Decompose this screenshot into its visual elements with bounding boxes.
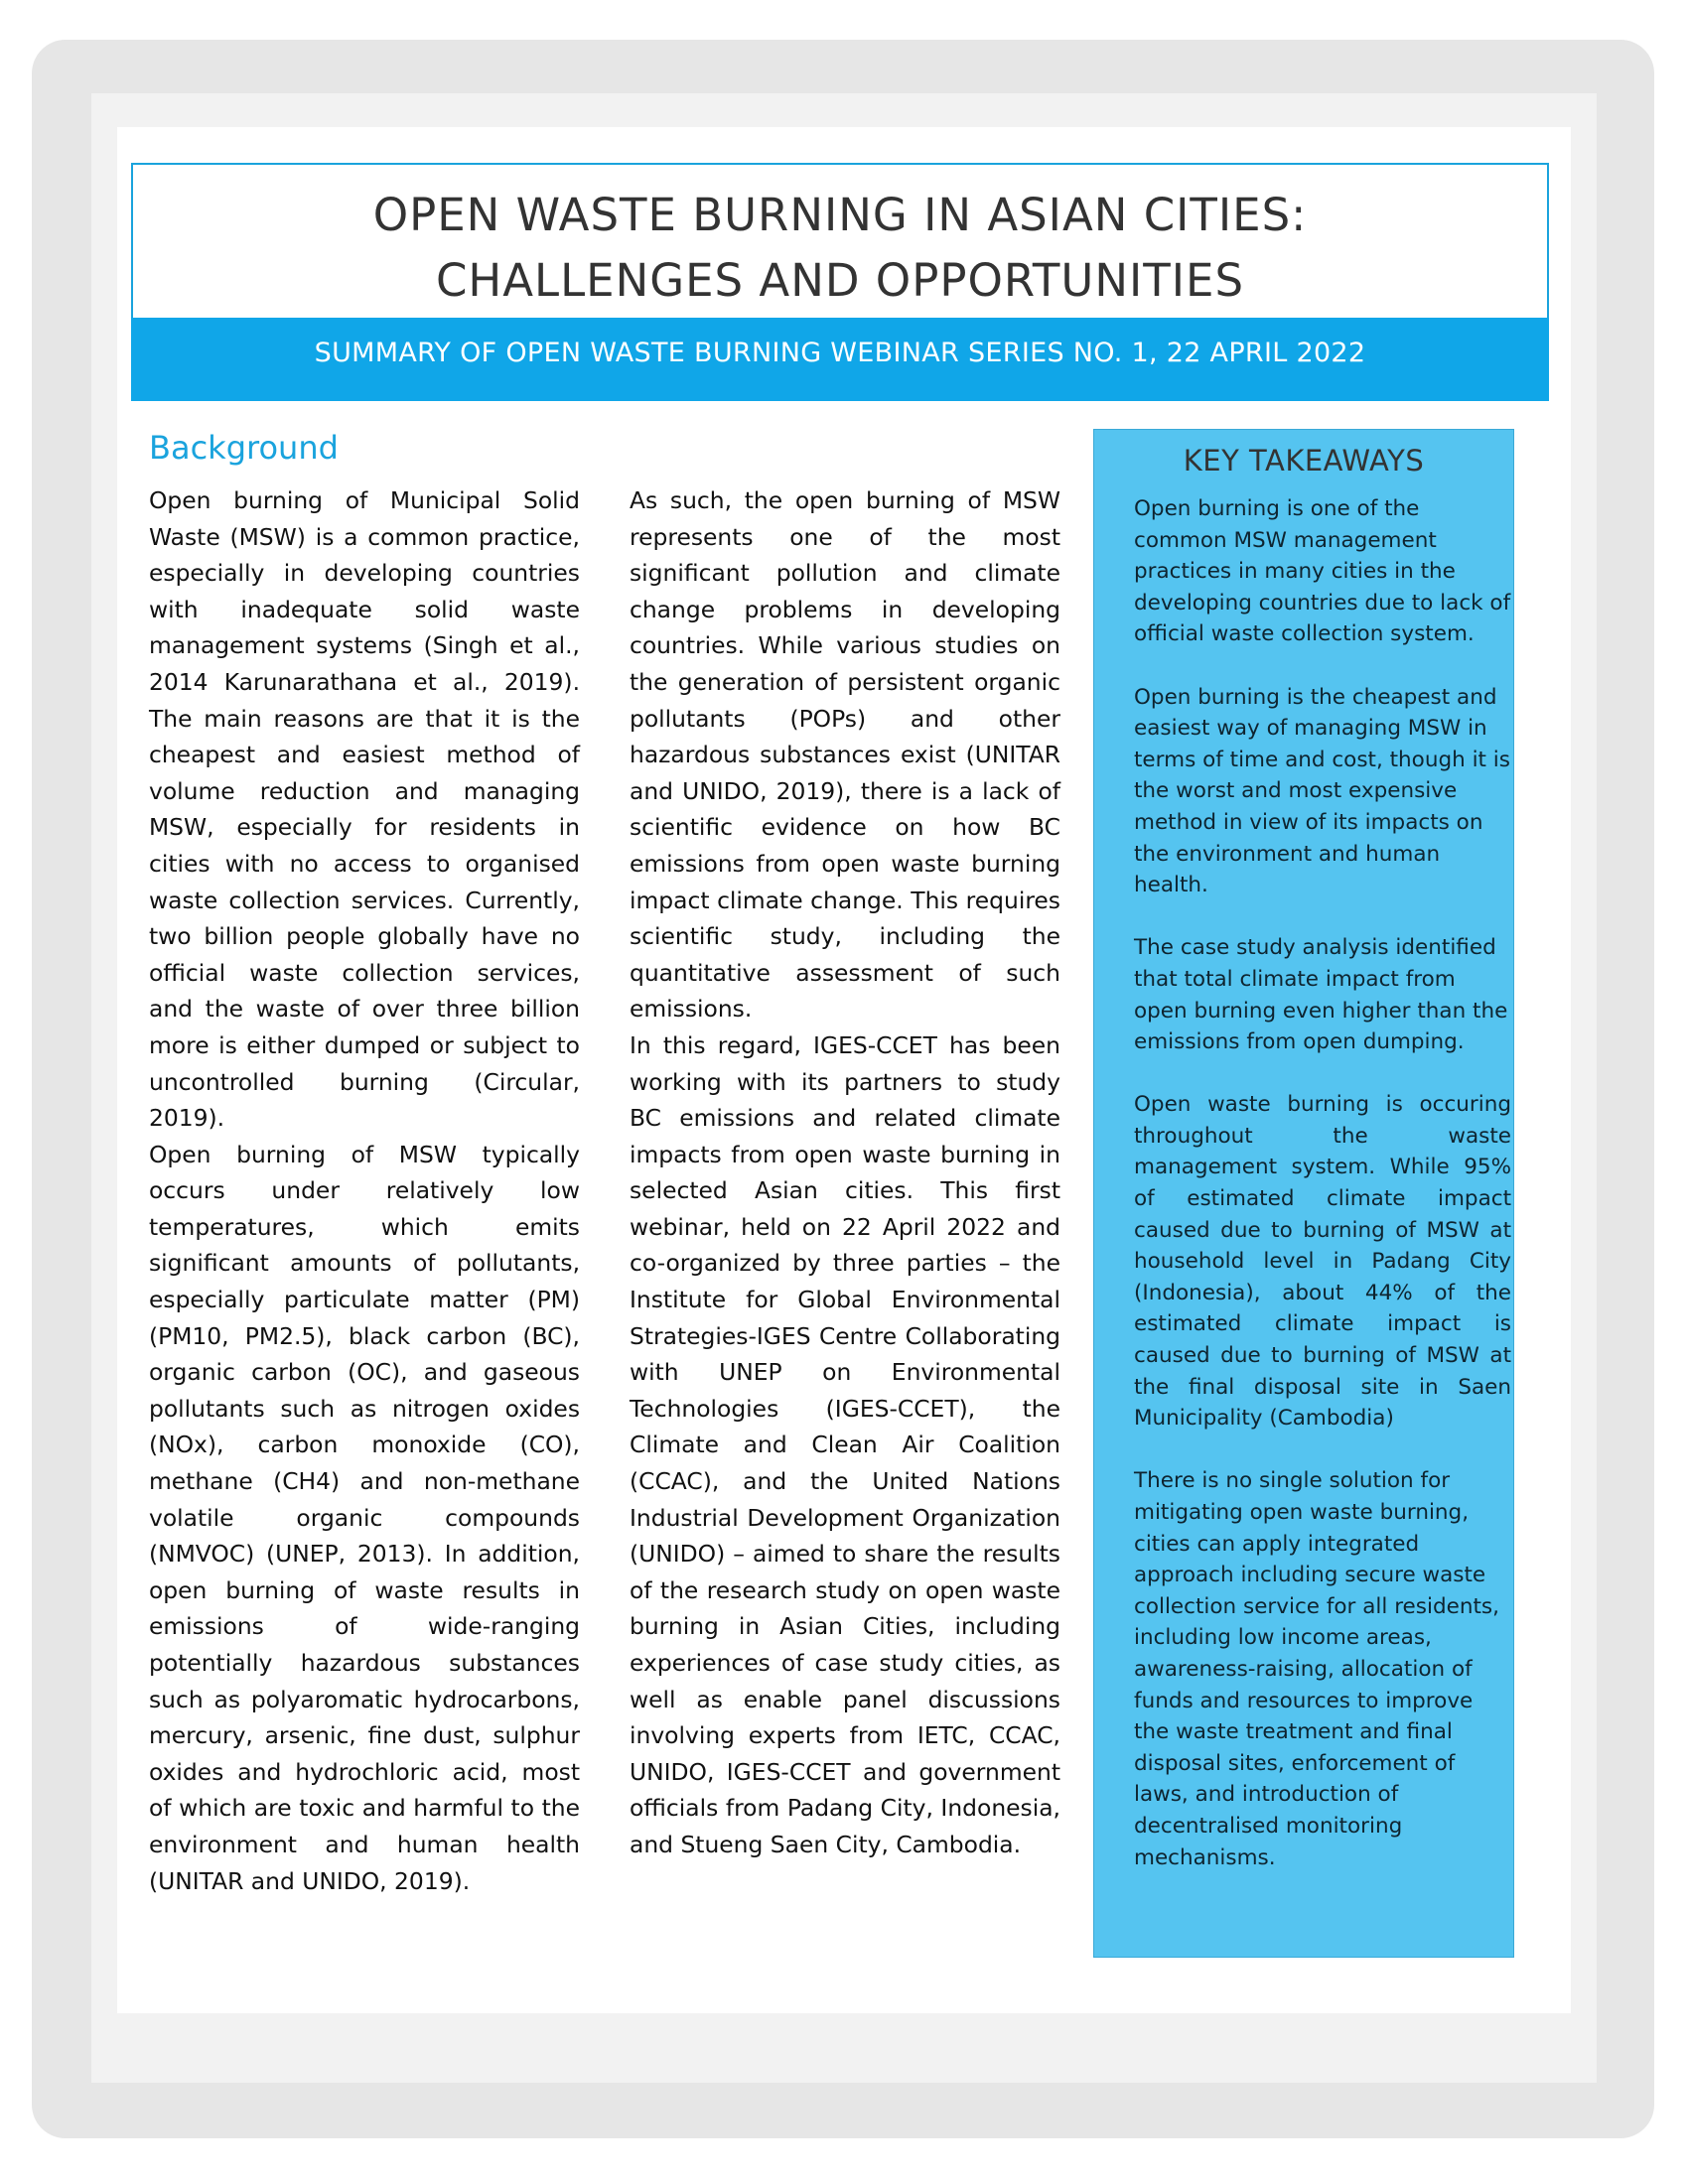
text-column-right (630, 482, 1060, 1863)
subtitle-banner (131, 318, 1549, 401)
takeaway-item: The case study analysis identified that total climate impact from open burning even higher than the emissions from open dumping. (1134, 935, 1508, 1055)
title-line-1: OPEN WASTE BURNING IN ASIAN CITIES: (372, 189, 1308, 241)
key-takeaways-box (1093, 429, 1514, 1958)
key-takeaways-list (1134, 493, 1511, 1905)
title-line-2: CHALLENGES AND OPPORTUNITIES (435, 254, 1245, 307)
takeaway-item: Open burning is one of the common MSW management practices in many cities in the developing countries due to lack of official waste collection system. (1134, 496, 1511, 647)
background-paragraph-2: Open burning of MSW typically occurs under relatively low temperatures, which emits significant amounts of pollutants, especially particulate matter (PM) (PM10, PM2.5), black carbon (BC), organic carbon (OC), and gaseous pollutants such as nitrogen oxides (NOx), carbon monoxide (CO), methane (CH4) and non-methane volatile organic compounds (NMVOC) (UNEP, 2013). In addition, open burning of waste results in emissions of wide-ranging potentially hazardous substances such as polyaromatic hydrocarbons, mercury, arsenic, fine dust, sulphur oxides and hydrochloric acid, most of which are toxic and harmful to the environment and human health (UNITAR and UNIDO, 2019). (149, 1140, 580, 1895)
background-paragraph-3: As such, the open burning of MSW represents one of the most significant pollution and climate change problems in developing countries. While various studies on the generation of persistent organic pollutants (POPs) and other hazardous substances exist (UNITAR and UNIDO, 2019), there is a lack of scientific evidence on how BC emissions from open waste burning impact climate change. This requires scientific study, including the quantitative assessment of such emissions. (630, 486, 1060, 1024)
title-box (131, 163, 1549, 318)
text-column-left (149, 482, 580, 1899)
document-title (133, 183, 1547, 314)
takeaway-item: There is no single solution for mitigating open waste burning, cities can apply integrated approach including secure waste collection service for all residents, including low income areas, awareness-raising, allocation of funds and resources to improve the waste treatment and final disposal sites, enforcement of laws, and introduction of decentralised monitoring mechanisms. (1134, 1468, 1499, 1870)
document-subtitle: SUMMARY OF OPEN WASTE BURNING WEBINAR SERIES NO. 1, 22 APRIL 2022 (314, 338, 1366, 368)
takeaway-item: Open burning is the cheapest and easiest way of managing MSW in terms of time and cost, though it is the worst and most expensive method in view of its impacts on the environment and human health. (1134, 684, 1510, 898)
key-takeaways-heading: KEY TAKEAWAYS (1183, 444, 1425, 478)
background-heading: Background (149, 429, 339, 467)
background-paragraph-4: In this regard, IGES-CCET has been working with its partners to study BC emissions and related climate impacts from open waste burning in selected Asian cities. This first webinar, held on 22 April 2022 and co-organized by three parties – the Institute for Global Environmental Strategies-IGES Centre Collaborating with UNEP on Environmental Technologies (IGES-CCET), the Climate and Clean Air Coalition (CCAC), and the United Nations Industrial Development Organization (UNIDO) – aimed to share the results of the research study on open waste burning in Asian Cities, including experiences of case study cities, as well as enable panel discussions involving experts from IETC, CCAC, UNIDO, IGES-CCET and government officials from Padang City, Indonesia, and Stueng Saen City, Cambodia. (630, 1030, 1060, 1858)
background-paragraph-1: Open burning of Municipal Solid Waste (MSW) is a common practice, especially in developing countries with inadequate solid waste management systems (Singh et al., 2014 Karunarathana et al., 2019). The main reasons are that it is the cheapest and easiest method of volume reduction and managing MSW, especially for residents in cities with no access to organised waste collection services. Currently, two billion people globally have no official waste collection services, and the waste of over three billion more is either dumped or subject to uncontrolled burning (Circular, 2019). (149, 486, 580, 1133)
takeaway-item: Open waste burning is occuring throughout the waste management system. While 95% of estimated climate impact caused due to burning of MSW at household level in Padang City (Indonesia), about 44% of the estimated climate impact is caused due to burning of MSW at the final disposal site in Saen Municipality (Cambodia) (1134, 1092, 1511, 1432)
